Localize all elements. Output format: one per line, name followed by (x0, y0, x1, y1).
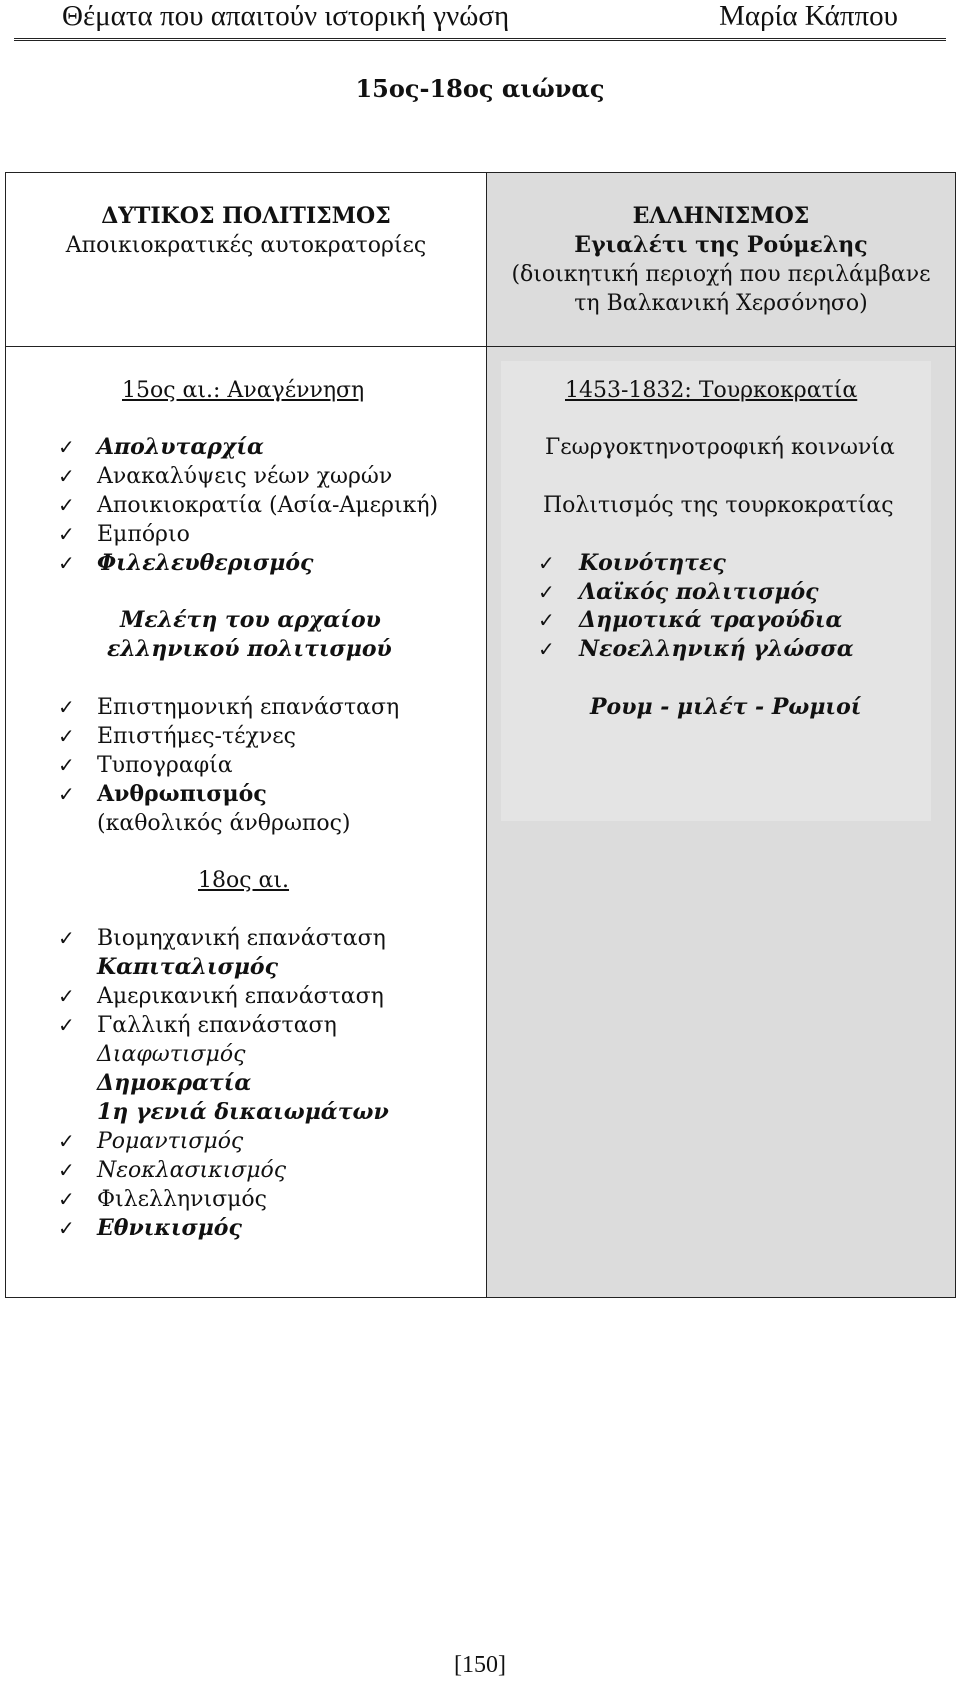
check-icon: ✓ (58, 753, 75, 777)
left-item-colonialism: Αποικιοκρατία (Ασία-Αμερική) (97, 493, 439, 518)
left-item-discoveries: Ανακαλύψεις νέων χωρών (97, 464, 393, 489)
left-humanism-note: (καθολικός άνθρωπος) (97, 811, 351, 836)
left-item-industrial-revolution: Βιομηχανική επανάσταση (97, 926, 386, 951)
left-item-trade: Εμπόριο (97, 522, 190, 547)
check-icon: ✓ (538, 637, 555, 661)
right-head-cell (487, 202, 955, 318)
check-icon: ✓ (58, 1158, 75, 1182)
right-culture: Πολιτισμός της τουρκοκρατίας (543, 493, 894, 518)
right-head-note-line-1: (διοικητική περιοχή που περιλάμβανε (511, 262, 931, 287)
header-title: Θέματα που απαιτούν ιστορική γνώση (62, 0, 510, 32)
row-divider (5, 346, 956, 347)
check-icon: ✓ (58, 493, 75, 517)
right-society: Γεωργοκτηνοτροφική κοινωνία (545, 435, 895, 460)
left-item-french-revolution: Γαλλική επανάσταση (97, 1013, 337, 1038)
check-icon: ✓ (58, 435, 75, 459)
check-icon: ✓ (58, 1013, 75, 1037)
right-rum-millet: Ρουμ - μιλέτ - Ρωμιοί (590, 694, 862, 720)
left-head-subtitle: Αποικιοκρατικές αυτοκρατορίες (65, 233, 427, 258)
right-item-communities: Κοινότητες (579, 550, 726, 576)
left-head-title: ΔΥΤΙΚΟΣ ΠΟΛΙΤΙΣΜΟΣ (101, 203, 391, 229)
check-icon: ✓ (538, 551, 555, 575)
header-author: Μαρία Κάππου (719, 0, 898, 32)
right-head-title: ΕΛΛΗΝΙΣΜΟΣ (632, 203, 810, 229)
left-item-nationalism: Εθνικισμός (97, 1215, 242, 1241)
check-icon: ✓ (58, 695, 75, 719)
left-item-printing: Τυπογραφία (97, 753, 233, 778)
left-item-sciences-arts: Επιστήμες-τέχνες (97, 724, 296, 749)
left-head-cell (6, 202, 486, 260)
check-icon: ✓ (58, 551, 75, 575)
header-rule (14, 38, 946, 41)
left-item-capitalism: Καπιταλισμός (97, 954, 278, 980)
left-item-philhellenism: Φιλελληνισμός (97, 1187, 267, 1212)
check-icon: ✓ (58, 1129, 75, 1153)
left-item-american-revolution: Αμερικανική επανάσταση (97, 984, 384, 1009)
left-heading-18th: 18ος αι. (198, 868, 290, 893)
left-item-liberalism: Φιλελευθερισμός (97, 550, 314, 576)
right-item-folk-culture: Λαϊκός πολιτισμός (579, 579, 819, 605)
check-icon: ✓ (58, 984, 75, 1008)
check-icon: ✓ (58, 926, 75, 950)
left-item-democracy: Δημοκρατία (97, 1070, 252, 1096)
check-icon: ✓ (58, 724, 75, 748)
check-icon: ✓ (58, 1216, 75, 1240)
right-item-modern-greek: Νεοελληνική γλώσσα (579, 636, 854, 662)
check-icon: ✓ (58, 1187, 75, 1211)
left-item-enlightenment: Διαφωτισμός (97, 1042, 246, 1067)
right-head-subtitle: Εγιαλέτι της Ρούμελης (574, 232, 868, 258)
left-item-romanticism: Ρομαντισμός (97, 1129, 244, 1154)
right-head-note-line-2: τη Βαλκανική Χερσόνησο) (574, 291, 868, 316)
left-study-line-2: ελληνικού πολιτισμού (107, 636, 392, 662)
left-item-absolutism: Απολυταρχία (97, 434, 264, 460)
check-icon: ✓ (58, 522, 75, 546)
right-heading-turkish-rule: 1453-1832: Τουρκοκρατία (565, 378, 858, 403)
left-study-line-1: Μελέτη του αρχαίου (120, 607, 381, 633)
check-icon: ✓ (58, 464, 75, 488)
left-item-neoclassicism: Νεοκλασικισμός (97, 1158, 287, 1183)
left-item-humanism: Ανθρωπισμός (97, 781, 267, 807)
check-icon: ✓ (538, 580, 555, 604)
page-header (0, 0, 960, 40)
left-item-scientific-revolution: Επιστημονική επανάσταση (97, 695, 400, 720)
left-heading-15th: 15ος αι.: Αναγέννηση (122, 378, 365, 403)
check-icon: ✓ (538, 608, 555, 632)
right-item-folk-songs: Δημοτικά τραγούδια (579, 607, 843, 633)
check-icon: ✓ (58, 782, 75, 806)
left-item-rights: 1η γενιά δικαιωμάτων (97, 1099, 389, 1125)
page-number: [150] (454, 1652, 506, 1678)
column-divider (486, 172, 487, 1298)
page-title: 15ος-18ος αιώνας (355, 74, 605, 103)
